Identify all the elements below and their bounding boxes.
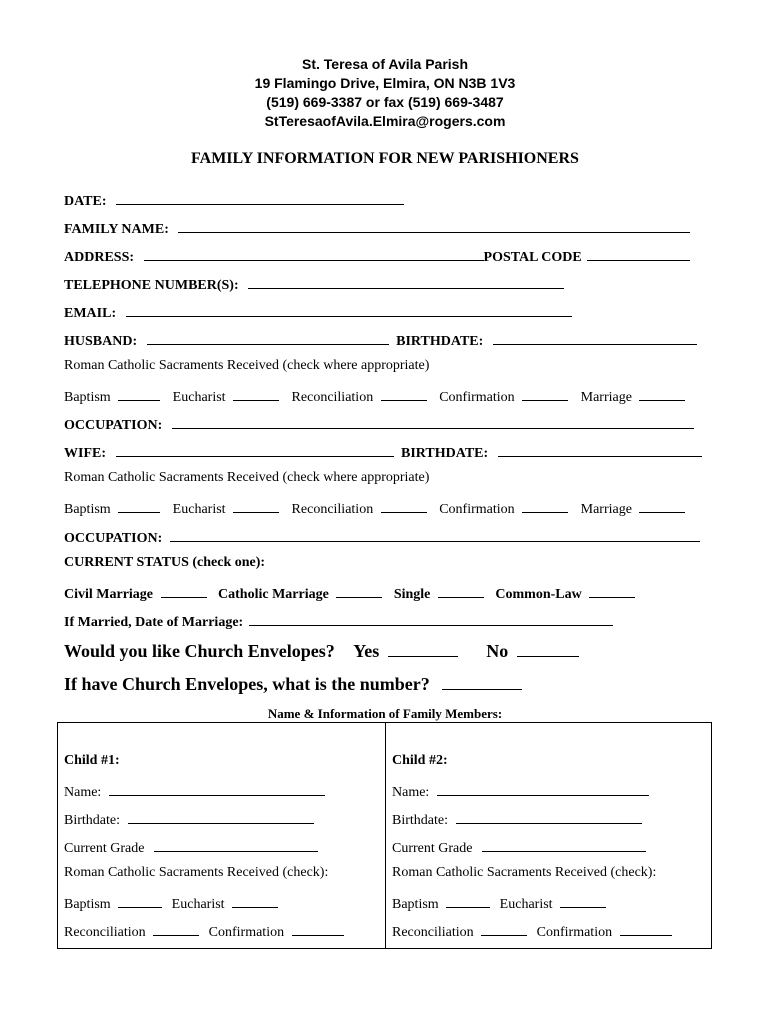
child1-baptism-check[interactable] (118, 893, 162, 908)
child1-sacraments-note: Roman Catholic Sacraments Received (check): (64, 865, 329, 880)
husband-label: HUSBAND: (64, 334, 138, 349)
child2-birthdate-field[interactable] (456, 809, 642, 824)
child1-grade-row (64, 837, 318, 857)
parish-name: St. Teresa of Avila Parish (302, 56, 468, 72)
child2-sacraments-note: Roman Catholic Sacraments Received (check): (392, 865, 657, 880)
envelopes-no-label: No (486, 641, 509, 661)
envelope-number-question: If have Church Envelopes, what is the number? (64, 674, 430, 694)
husband-baptism-check[interactable] (118, 386, 160, 401)
child1-eucharist-label: Eucharist (171, 897, 225, 912)
child2-heading: Child #2: (392, 753, 448, 768)
husband-marriage-check[interactable] (639, 386, 685, 401)
child1-baptism-label: Baptism (64, 897, 111, 912)
husband-birthdate-label: BIRTHDATE: (396, 334, 484, 349)
telephone-field[interactable] (248, 274, 564, 289)
common-law-check[interactable] (589, 583, 635, 598)
wife-reconciliation-check[interactable] (381, 498, 427, 513)
husband-reconciliation-check[interactable] (381, 386, 427, 401)
wife-label: WIFE: (64, 446, 106, 461)
husband-occupation-row (64, 414, 694, 434)
child2-grade-row (392, 837, 646, 857)
husband-birthdate-field[interactable] (493, 330, 697, 345)
husband-confirmation-check[interactable] (522, 386, 568, 401)
marriage-date-label: If Married, Date of Marriage: (64, 615, 244, 630)
child1-sacraments-row2 (64, 921, 344, 941)
husband-confirmation-label: Confirmation (439, 390, 515, 405)
wife-eucharist-check[interactable] (233, 498, 279, 513)
date-row (64, 190, 404, 210)
wife-confirmation-label: Confirmation (439, 502, 515, 517)
address-row (64, 246, 690, 266)
child2-grade-label: Current Grade (392, 841, 473, 856)
parish-address: 19 Flamingo Drive, Elmira, ON N3B 1V3 (254, 75, 516, 91)
catholic-marriage-label: Catholic Marriage (218, 587, 329, 602)
child2-sacraments-row1 (392, 893, 606, 913)
child2-sacraments-row2 (392, 921, 672, 941)
child1-birthdate-row (64, 809, 314, 829)
catholic-marriage-check[interactable] (336, 583, 382, 598)
child2-baptism-check[interactable] (446, 893, 490, 908)
members-table-divider (385, 722, 386, 949)
child2-eucharist-check[interactable] (560, 893, 606, 908)
child1-reconciliation-check[interactable] (153, 921, 199, 936)
postal-code-label: POSTAL CODE (483, 250, 582, 265)
child1-birthdate-label: Birthdate: (64, 813, 120, 828)
telephone-row (64, 274, 564, 294)
child2-birthdate-row (392, 809, 642, 829)
child2-grade-field[interactable] (482, 837, 646, 852)
child2-birthdate-label: Birthdate: (392, 813, 448, 828)
husband-baptism-label: Baptism (64, 390, 111, 405)
child1-confirmation-check[interactable] (292, 921, 344, 936)
wife-sacraments-note: Roman Catholic Sacraments Received (check where appropriate) (64, 470, 430, 485)
parish-phone: (519) 669-3387 or fax (519) 669-3487 (266, 94, 504, 110)
child1-name-row (64, 781, 325, 801)
single-check[interactable] (438, 583, 484, 598)
telephone-label: TELEPHONE NUMBER(S): (64, 278, 239, 293)
wife-occupation-row (64, 527, 700, 547)
date-label: DATE: (64, 194, 107, 209)
child1-grade-field[interactable] (154, 837, 318, 852)
child1-eucharist-check[interactable] (232, 893, 278, 908)
wife-confirmation-check[interactable] (522, 498, 568, 513)
child1-name-label: Name: (64, 785, 102, 800)
child1-sacraments-row1 (64, 893, 278, 913)
civil-marriage-check[interactable] (161, 583, 207, 598)
child2-name-row (392, 781, 649, 801)
child1-heading: Child #1: (64, 753, 120, 768)
marriage-date-field[interactable] (249, 611, 613, 626)
husband-marriage-label: Marriage (580, 390, 632, 405)
child1-name-field[interactable] (109, 781, 325, 796)
address-field[interactable] (144, 246, 484, 261)
members-title: Name & Information of Family Members: (267, 706, 503, 721)
wife-occupation-label: OCCUPATION: (64, 531, 163, 546)
wife-birthdate-label: BIRTHDATE: (401, 446, 489, 461)
wife-occupation-field[interactable] (170, 527, 700, 542)
wife-baptism-label: Baptism (64, 502, 111, 517)
wife-marriage-label: Marriage (580, 502, 632, 517)
wife-eucharist-label: Eucharist (172, 502, 226, 517)
child2-name-label: Name: (392, 785, 430, 800)
civil-marriage-label: Civil Marriage (64, 587, 154, 602)
child1-reconciliation-label: Reconciliation (64, 925, 146, 940)
date-field[interactable] (116, 190, 404, 205)
status-label: CURRENT STATUS (check one): (64, 555, 266, 570)
wife-reconciliation-label: Reconciliation (291, 502, 374, 517)
email-field[interactable] (126, 302, 572, 317)
child1-grade-label: Current Grade (64, 841, 145, 856)
form-title: FAMILY INFORMATION FOR NEW PARISHIONERS (191, 150, 579, 167)
single-label: Single (393, 587, 431, 602)
envelope-number-row (64, 673, 522, 695)
envelopes-question: Would you like Church Envelopes? (64, 641, 335, 661)
status-row (64, 583, 635, 603)
child2-reconciliation-label: Reconciliation (392, 925, 474, 940)
child2-baptism-label: Baptism (392, 897, 439, 912)
child1-confirmation-label: Confirmation (208, 925, 285, 940)
family-name-row (64, 218, 690, 238)
husband-sacraments-note: Roman Catholic Sacraments Received (check where appropriate) (64, 358, 430, 373)
child2-reconciliation-check[interactable] (481, 921, 527, 936)
husband-eucharist-label: Eucharist (172, 390, 226, 405)
family-name-field[interactable] (178, 218, 690, 233)
postal-code-field[interactable] (587, 246, 690, 261)
envelopes-no-check[interactable] (517, 640, 579, 657)
address-label: ADDRESS: (64, 250, 135, 265)
wife-birthdate-field[interactable] (498, 442, 702, 457)
envelope-number-field[interactable] (442, 673, 522, 690)
parish-email: StTeresaofAvila.Elmira@rogers.com (264, 113, 506, 129)
husband-eucharist-check[interactable] (233, 386, 279, 401)
marriage-date-row (64, 611, 613, 631)
husband-occupation-label: OCCUPATION: (64, 418, 163, 433)
husband-sacraments-row (64, 386, 685, 406)
child2-name-field[interactable] (437, 781, 649, 796)
husband-reconciliation-label: Reconciliation (291, 390, 374, 405)
wife-baptism-check[interactable] (118, 498, 160, 513)
child2-confirmation-check[interactable] (620, 921, 672, 936)
email-row (64, 302, 572, 322)
family-name-label: FAMILY NAME: (64, 222, 169, 237)
common-law-label: Common-Law (495, 587, 582, 602)
husband-row (64, 330, 697, 350)
child1-birthdate-field[interactable] (128, 809, 314, 824)
child2-confirmation-label: Confirmation (536, 925, 613, 940)
child2-eucharist-label: Eucharist (499, 897, 553, 912)
wife-row (64, 442, 702, 462)
envelopes-row (64, 640, 579, 662)
envelopes-yes-check[interactable] (388, 640, 458, 657)
wife-field[interactable] (116, 442, 394, 457)
husband-field[interactable] (147, 330, 389, 345)
husband-occupation-field[interactable] (172, 414, 694, 429)
email-label: EMAIL: (64, 306, 117, 321)
envelopes-yes-label: Yes (353, 641, 380, 661)
wife-marriage-check[interactable] (639, 498, 685, 513)
wife-sacraments-row (64, 498, 685, 518)
